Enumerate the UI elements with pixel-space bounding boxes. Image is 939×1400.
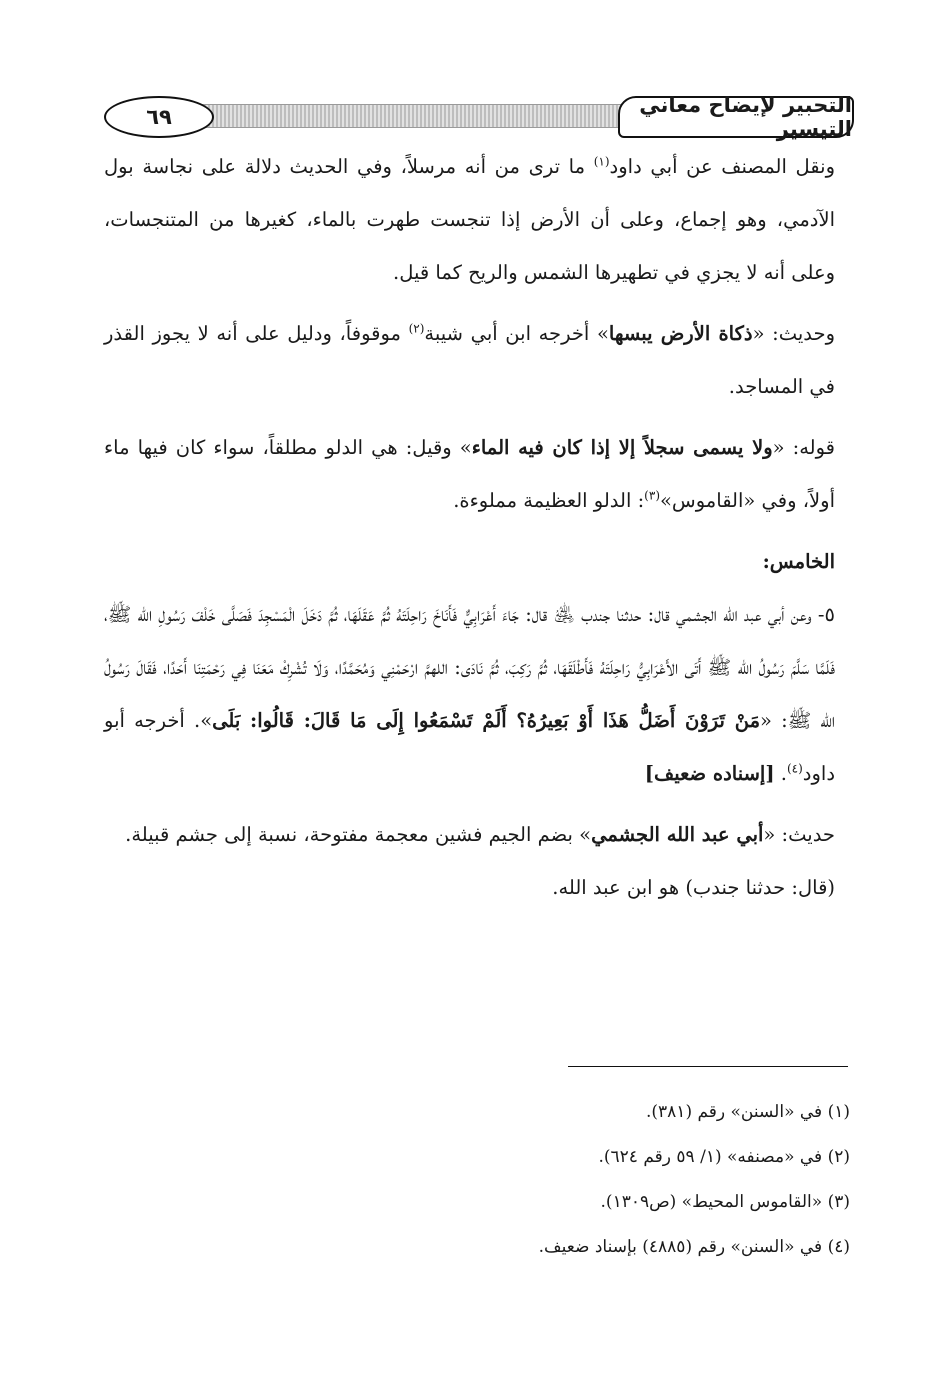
text-run: ما ترى من أنه مرسلاً، وفي الحديث دلالة على نجاسة بول الآدمي، وهو إجماع، وعلى أن الأرض إذا تنجست طهرت بالماء، كغيرها من المتنجسات، وعلى أنه لا يجزي في تطهيرها الشمس والريح كما قيل. bbox=[104, 155, 835, 284]
footnote-ref-3: (٣) bbox=[644, 488, 660, 503]
paragraph-5 bbox=[104, 808, 835, 861]
paragraph-1 bbox=[104, 140, 835, 299]
footnote-ref-4: (٤) bbox=[786, 761, 803, 776]
text-run: : الدلو العظيمة مملوءة. bbox=[453, 489, 645, 512]
text-run: » أخرجه ابن أبي شيبة bbox=[424, 322, 609, 345]
footnote-ref-2: (٢) bbox=[408, 321, 425, 336]
text-run: قوله: « bbox=[772, 436, 835, 459]
footnote-divider bbox=[568, 1066, 848, 1067]
bold-quote: أبي عبد الله الجشمي bbox=[591, 823, 764, 846]
footnote-2: (٢) في «مصنفه» (١/ ٥٩ رقم ٦٢٤). bbox=[598, 1147, 850, 1167]
bold-quote: ولا يسمى سجلاً إلا إذا كان فيه الماء bbox=[471, 436, 773, 459]
text-run: . bbox=[774, 762, 787, 785]
grading-note: [إسناده ضعيف] bbox=[644, 762, 775, 785]
text-run: حديث: « bbox=[763, 823, 835, 846]
bold-quote: ذكاة الأرض يبسها bbox=[608, 322, 753, 345]
paragraph-6: (قال: حدثنا جندب) هو ابن عبد الله. bbox=[552, 876, 835, 899]
text-run: ٥- وعن أبي عبد الله الجشمي قال: حدثنا جندب ﵁ قال: جَاءَ أَعْرَابِيٌّ فَأَنَاخَ رَاحِلَتَهُ ثُمَّ عَقَلَهَا، ثُمَّ دَخَلَ الْمَسْجِدَ فَصَلَّى خَلْفَ رَسُولِ الله ﷺ، فَلَمَّا سَلَّمَ رَسُولُ الله ﷺ أَتَى الأَعْرَابِيُّ رَاحِلَتَهُ فَأَطْلَقَهَا، ثُمَّ رَكِبَ، ثُمَّ نَادَى: اللهمَّ ارْحَمْنِي وَمُحَمَّدًا، وَلَا تُشْرِكْ مَعَنَا فِي رَحْمَتِنَا أَحَدًا، فَقَالَ رَسُولُ الله ﷺ: « bbox=[104, 603, 835, 732]
book-title: التحبير لإيضاح معاني التيسير bbox=[618, 96, 854, 138]
header-decorative-band bbox=[164, 104, 654, 128]
footnote-3: (٣) «القاموس المحيط» (ص١٣٠٩). bbox=[600, 1192, 850, 1212]
text-run: وحديث: « bbox=[752, 322, 835, 345]
paragraph-2 bbox=[104, 307, 835, 413]
bold-quote: مَنْ تَرَوْنَ أَضَلُّ هَذَا أَوْ بَعِيرُهُ؟ أَلَمْ تَسْمَعُوا إِلَى مَا قَالَ: قَالُوا: بَلَى bbox=[212, 709, 761, 732]
text-run: ». أخرجه أبو داود bbox=[104, 709, 835, 785]
footnotes bbox=[104, 1090, 850, 1270]
main-text bbox=[104, 140, 835, 914]
hadith-paragraph bbox=[104, 588, 835, 800]
footnote-1: (١) في «السنن» رقم (٣٨١). bbox=[645, 1102, 850, 1122]
footnote-4: (٤) في «السنن» رقم (٤٨٨٥) بإسناد ضعيف. bbox=[538, 1237, 850, 1257]
text-run: » بضم الجيم فشين معجمة مفتوحة، نسبة إلى جشم قبيلة. bbox=[125, 823, 592, 846]
running-header bbox=[104, 93, 854, 141]
page-number: ٦٩ bbox=[104, 96, 214, 138]
paragraph-3 bbox=[104, 421, 835, 527]
footnote-ref-1: (١) bbox=[593, 154, 610, 169]
text-run: ونقل المصنف عن أبي داود bbox=[609, 155, 835, 178]
section-heading: الخامس: bbox=[762, 550, 835, 573]
text-run: » وقيل: هي الدلو مطلقاً، سواء كان فيها ماء أولاً، وفي «القاموس» bbox=[104, 436, 835, 512]
text-run: موقوفاً، ودليل على أنه لا يجوز القذر في المساجد. bbox=[104, 322, 835, 398]
